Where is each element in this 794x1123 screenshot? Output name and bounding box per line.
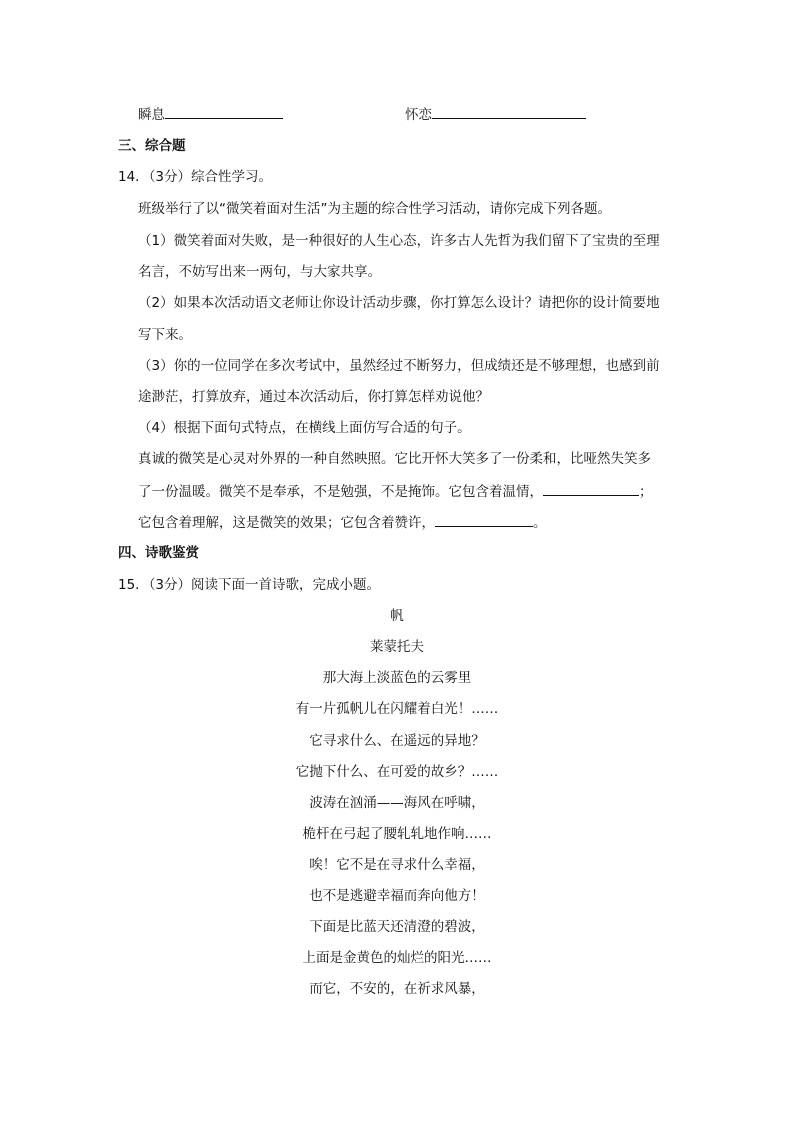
- poem-line: 下面是比蓝天还清澄的碧波，: [309, 919, 485, 935]
- sub-question-1: （1）微笑着面对失败，是一种很好的人生心态，许多古人先哲为我们留下了宝贵的至理: [138, 233, 660, 249]
- answer-blank[interactable]: [543, 481, 639, 496]
- passage-punct: 。: [533, 515, 547, 531]
- poem-line: 上面是金黄色的灿烂的阳光……: [302, 950, 492, 966]
- passage-punct: ；: [639, 484, 653, 500]
- passage-line-3: [138, 512, 547, 533]
- section-heading: 四、诗歌鉴赏: [118, 545, 199, 561]
- question-points: （3分）: [148, 577, 192, 593]
- question-15-header: [118, 575, 380, 595]
- answer-blank[interactable]: [165, 104, 283, 119]
- sub-question-2-cont: 写下来。: [138, 327, 192, 343]
- passage-text: 了一份温暖。微笑不是奉承，不是勉强，不是掩饰。它包含着温情，: [138, 484, 543, 500]
- passage-line-1: 真诚的微笑是心灵对外界的一种自然映照。它比开怀大笑多了一份柔和，比哑然失笑多: [138, 451, 651, 467]
- question-points: （3分）: [148, 169, 192, 185]
- sub-question-1-cont: 名言，不妨写出来一两句，与大家共享。: [138, 264, 381, 280]
- question-number: 15．: [118, 577, 149, 593]
- poem-line: 也不是逃避幸福而奔向他方！: [309, 888, 485, 904]
- sub-question-2: （2）如果本次活动语文老师让你设计活动步骤，你打算怎么设计？请把你的设计简要地: [138, 295, 660, 311]
- sub-question-3: （3）你的一位同学在多次考试中，虽然经过不断努力，但成绩还是不够理想，也感到前: [138, 358, 660, 374]
- passage-text: 它包含着理解，这是微笑的效果；它包含着赞许，: [138, 515, 435, 531]
- sub-question-4: （4）根据下面句式特点，在横线上面仿写合适的句子。: [138, 420, 471, 436]
- poem-line: 那大海上淡蓝色的云雾里: [322, 670, 472, 686]
- answer-blank[interactable]: [432, 104, 586, 119]
- poem-line: 唉！它不是在寻求什么幸福，: [309, 857, 485, 873]
- poem-author: 莱蒙托夫: [370, 639, 424, 655]
- vocab-label: 瞬息: [138, 107, 165, 123]
- poem-line: 而它，不安的，在祈求风暴，: [309, 981, 485, 997]
- question-title: 综合性学习。: [191, 169, 273, 185]
- poem-line: 它抛下什么、在可爱的故乡？……: [295, 764, 499, 780]
- sub-question-3-cont: 途渺茫，打算放弃，通过本次活动后，你打算怎样劝说他？: [138, 389, 489, 405]
- section-heading: 三、综合题: [118, 138, 186, 154]
- poem-line: 桅杆在弓起了腰轧轧地作响……: [302, 826, 492, 842]
- vocab-item-shunxi: [138, 104, 283, 125]
- poem-title: 帆: [390, 608, 404, 624]
- poem-line: 有一片孤帆儿在闪耀着白光！……: [295, 701, 499, 717]
- vocab-label: 怀恋: [405, 107, 432, 123]
- question-number: 14．: [118, 169, 149, 185]
- poem-line: 波涛在汹涌——海风在呼啸，: [309, 795, 485, 811]
- passage-line-2: [138, 481, 653, 502]
- question-14-header: [118, 167, 272, 187]
- question-intro: 班级举行了以“微笑着面对生活”为主题的综合性学习活动，请你完成下列各题。: [138, 201, 611, 217]
- poem-line: 它寻求什么、在遥远的异地？: [309, 733, 485, 749]
- answer-blank[interactable]: [435, 512, 533, 527]
- question-title: 阅读下面一首诗歌，完成小题。: [191, 577, 381, 593]
- vocab-item-huailian: [405, 104, 586, 125]
